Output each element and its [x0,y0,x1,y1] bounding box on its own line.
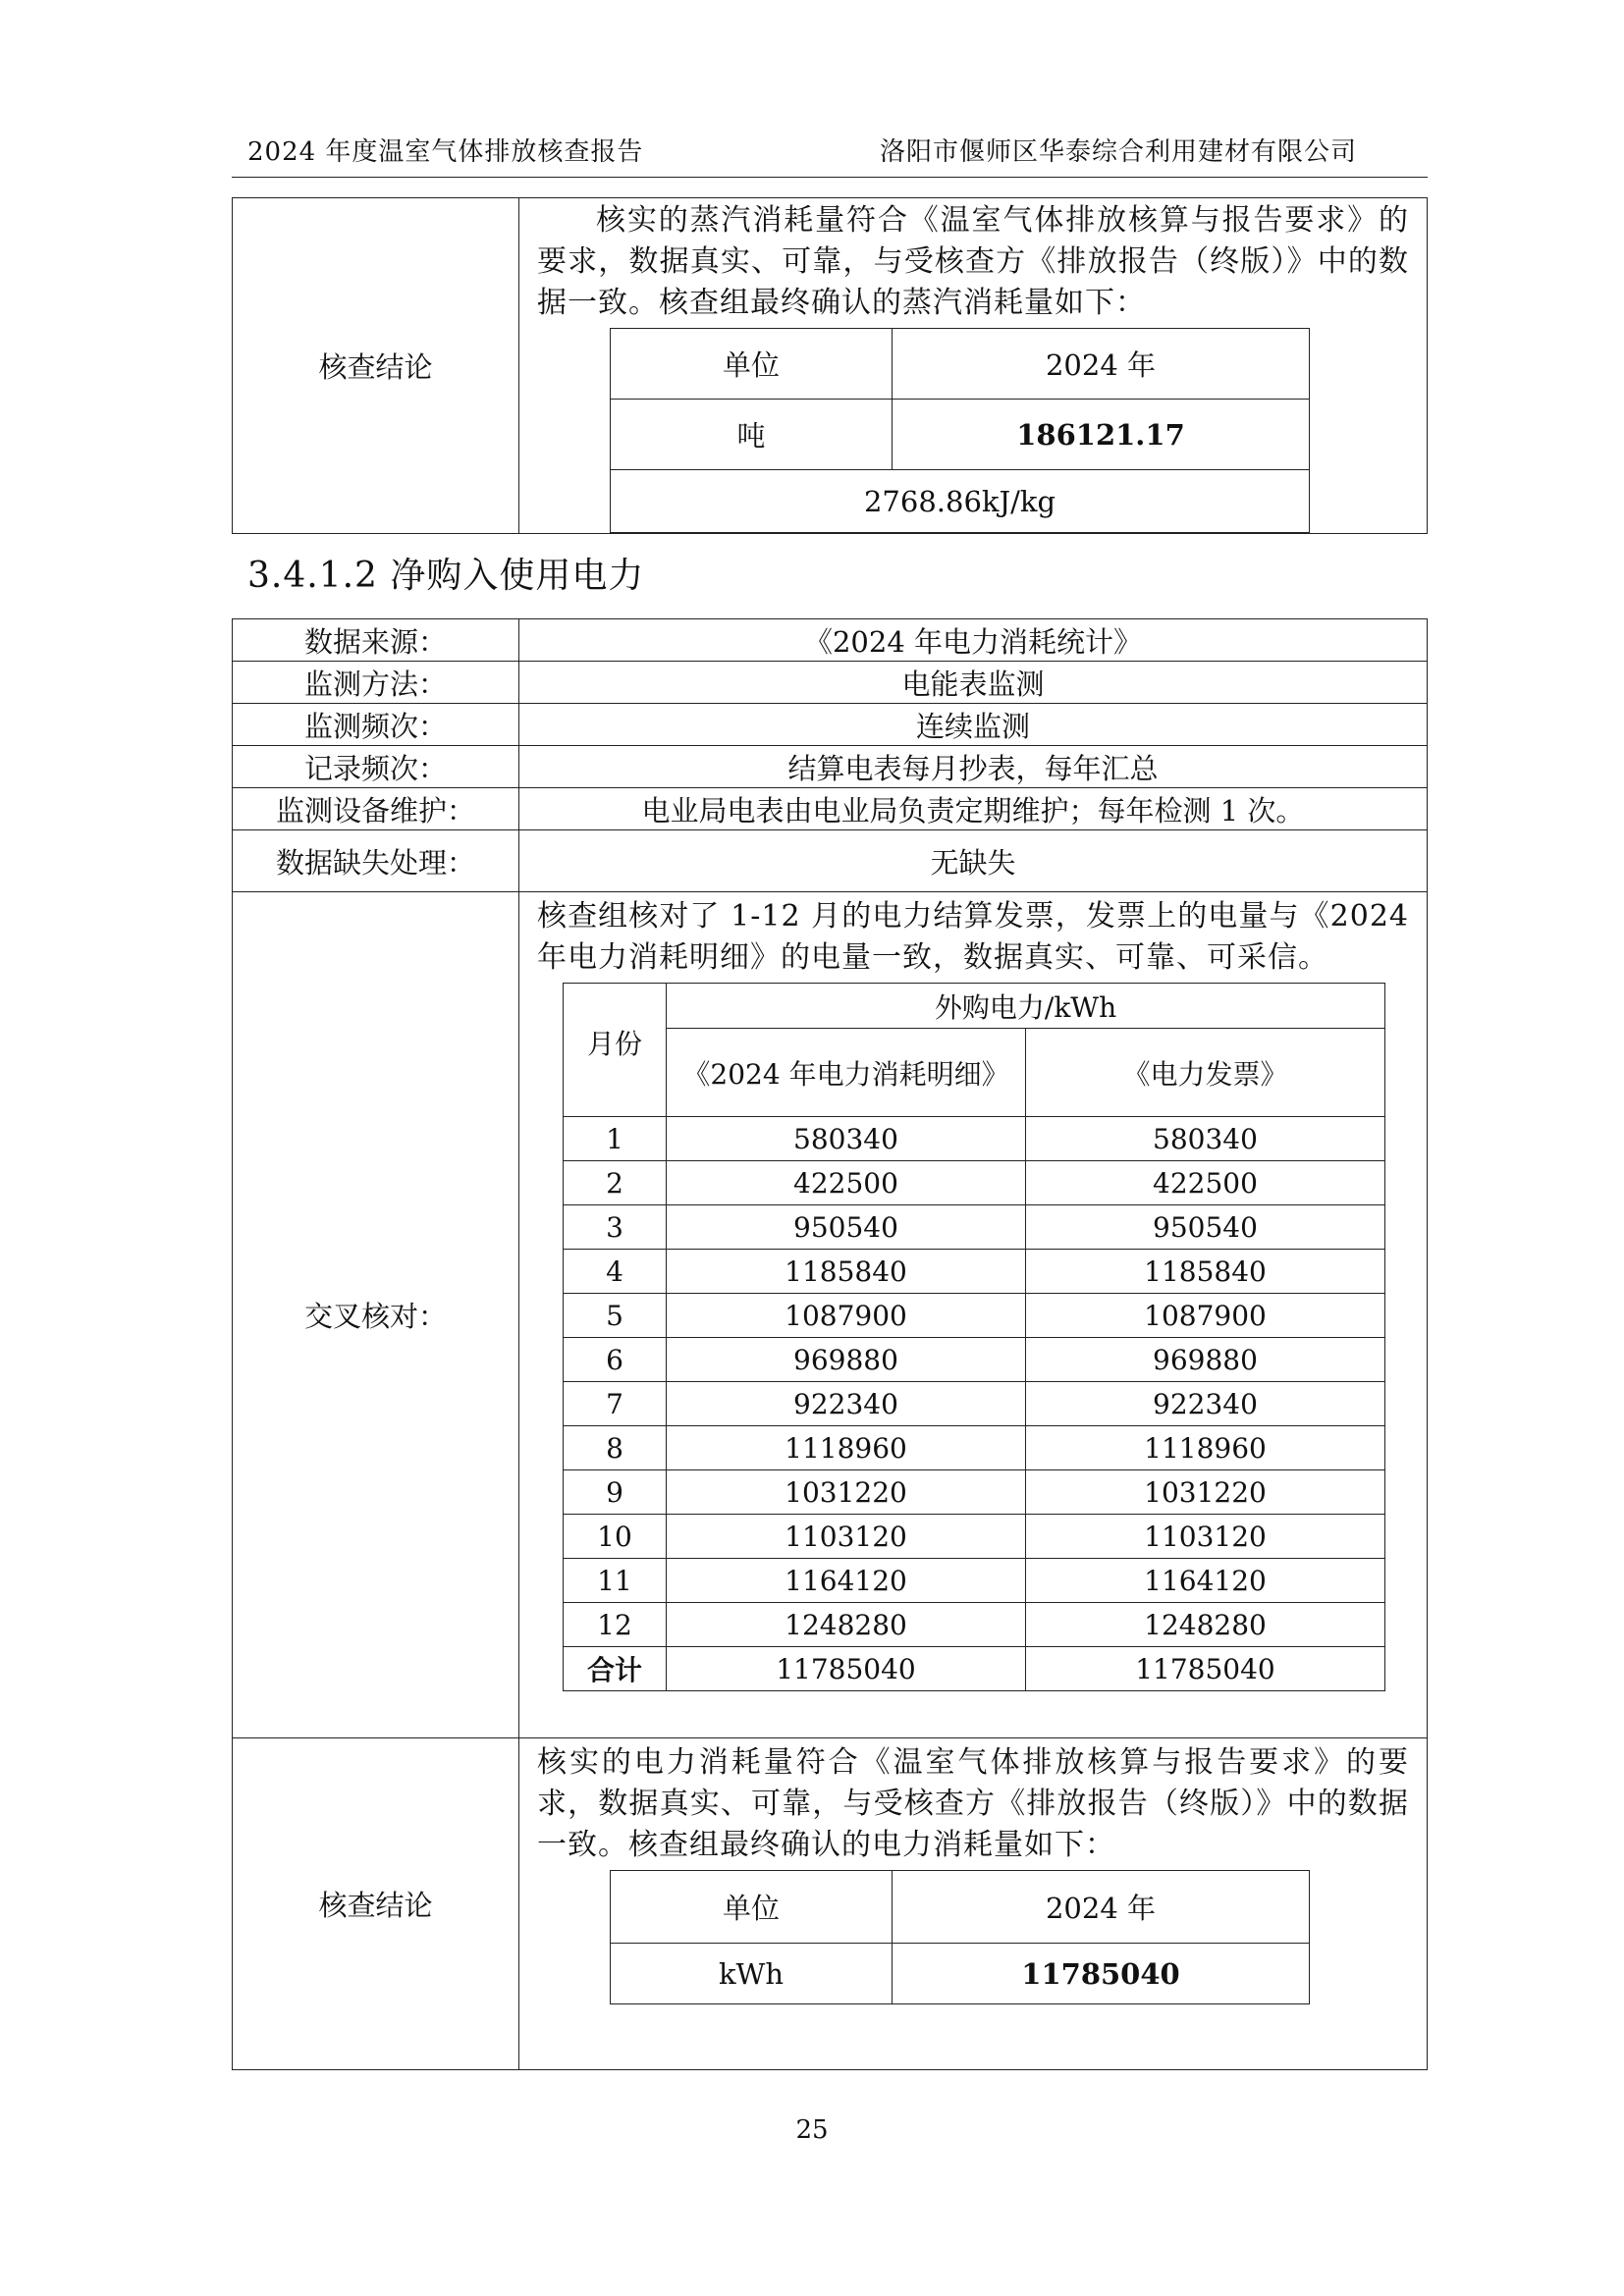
steam-conclusion-label: 核查结论 [233,198,519,534]
row-label: 记录频次： [233,746,519,788]
table-row [564,1559,1385,1603]
steam-conclusion-text: 核实的蒸汽消耗量符合《温室气体排放核算与报告要求》的要求，数据真实、可靠，与受核查方《排放报告（终版）》中的数据一致。核查组最终确认的蒸汽消耗量如下： [537,203,1409,320]
table-row [564,1338,1385,1382]
month-cell: 7 [564,1382,667,1426]
invoice-cell: 950540 [1026,1205,1385,1250]
detail-cell: 922340 [667,1382,1026,1426]
electricity-year-header: 2024 年 [893,1871,1310,1944]
invoice-column-header: 《电力发票》 [1026,1029,1385,1117]
invoice-cell: 1164120 [1026,1559,1385,1603]
detail-cell: 1031220 [667,1470,1026,1515]
month-cell: 12 [564,1603,667,1647]
detail-column-header: 《2024 年电力消耗明细》 [667,1029,1026,1117]
invoice-cell: 1031220 [1026,1470,1385,1515]
invoice-cell: 580340 [1026,1117,1385,1161]
row-label: 数据来源： [233,619,519,662]
invoice-cell: 969880 [1026,1338,1385,1382]
steam-unit: 吨 [611,400,893,470]
steam-value: 186121.17 [893,400,1310,470]
header-rule [232,177,1428,178]
electricity-table [232,618,1428,2070]
row-label: 监测频次： [233,704,519,746]
month-cell: 2 [564,1161,667,1205]
table-row [564,1603,1385,1647]
row-value: 无缺失 [519,830,1428,892]
steam-unit-header: 单位 [611,329,893,400]
table-row [564,1117,1385,1161]
month-cell: 8 [564,1426,667,1470]
electricity-value-table [610,1870,1310,2004]
cross-check-text: 核查组核对了 1-12 月的电力结算发票，发票上的电量与《2024 年电力消耗明细》的电量一致，数据真实、可靠、可采信。 [537,899,1409,975]
month-cell: 4 [564,1250,667,1294]
steam-value-table [610,328,1310,533]
cross-check-table [563,983,1385,1691]
row-value: 电业局电表由电业局负责定期维护；每年检测 1 次。 [519,788,1428,830]
electricity-unit: kWh [611,1944,893,2004]
cross-check-label: 交叉核对： [233,892,519,1738]
electricity-conclusion-text: 核实的电力消耗量符合《温室气体排放核算与报告要求》的要求，数据真实、可靠，与受核查方《排放报告（终版）》中的数据一致。核查组最终确认的电力消耗量如下： [537,1745,1409,1862]
table-row [564,1470,1385,1515]
month-cell: 1 [564,1117,667,1161]
total-invoice: 11785040 [1026,1647,1385,1691]
total-detail: 11785040 [667,1647,1026,1691]
total-row [564,1647,1385,1691]
table-row [564,1294,1385,1338]
invoice-cell: 1185840 [1026,1250,1385,1294]
table-row [564,1205,1385,1250]
row-value: 结算电表每月抄表，每年汇总 [519,746,1428,788]
month-cell: 5 [564,1294,667,1338]
table-row [564,1515,1385,1559]
row-value: 连续监测 [519,704,1428,746]
month-cell: 10 [564,1515,667,1559]
table-row [564,1250,1385,1294]
header-company-name: 洛阳市偃师区华泰综合利用建材有限公司 [880,137,1358,167]
cross-check-cell [519,892,1428,1738]
detail-cell: 1118960 [667,1426,1026,1470]
table-row [564,1382,1385,1426]
electricity-value: 11785040 [893,1944,1310,2004]
section-title: 3.4.1.2 净购入使用电力 [247,556,645,596]
total-label: 合计 [564,1647,667,1691]
invoice-cell: 1248280 [1026,1603,1385,1647]
detail-cell: 580340 [667,1117,1026,1161]
row-label: 数据缺失处理： [233,830,519,892]
detail-cell: 950540 [667,1205,1026,1250]
month-cell: 11 [564,1559,667,1603]
steam-enthalpy-note: 2768.86kJ/kg [611,470,1310,533]
month-cell: 9 [564,1470,667,1515]
steam-conclusion-table [232,197,1428,534]
month-cell: 3 [564,1205,667,1250]
invoice-cell: 422500 [1026,1161,1385,1205]
table-row [564,1161,1385,1205]
row-value: 《2024 年电力消耗统计》 [519,619,1428,662]
detail-cell: 422500 [667,1161,1026,1205]
invoice-cell: 1118960 [1026,1426,1385,1470]
detail-cell: 969880 [667,1338,1026,1382]
header-report-title: 2024 年度温室气体排放核查报告 [247,137,644,167]
page-number: 25 [795,2115,829,2145]
steam-year-header: 2024 年 [893,329,1310,400]
electricity-unit-header: 单位 [611,1871,893,1944]
row-label: 监测设备维护： [233,788,519,830]
row-value: 电能表监测 [519,662,1428,704]
month-header: 月份 [564,984,667,1117]
detail-cell: 1103120 [667,1515,1026,1559]
detail-cell: 1087900 [667,1294,1026,1338]
detail-cell: 1185840 [667,1250,1026,1294]
detail-cell: 1248280 [667,1603,1026,1647]
group-header: 外购电力/kWh [667,984,1385,1029]
invoice-cell: 1103120 [1026,1515,1385,1559]
invoice-cell: 1087900 [1026,1294,1385,1338]
detail-cell: 1164120 [667,1559,1026,1603]
steam-conclusion-cell [519,198,1428,534]
month-cell: 6 [564,1338,667,1382]
invoice-cell: 922340 [1026,1382,1385,1426]
electricity-conclusion-label: 核查结论 [233,1738,519,2070]
electricity-conclusion-cell [519,1738,1428,2070]
table-row [564,1426,1385,1470]
row-label: 监测方法： [233,662,519,704]
